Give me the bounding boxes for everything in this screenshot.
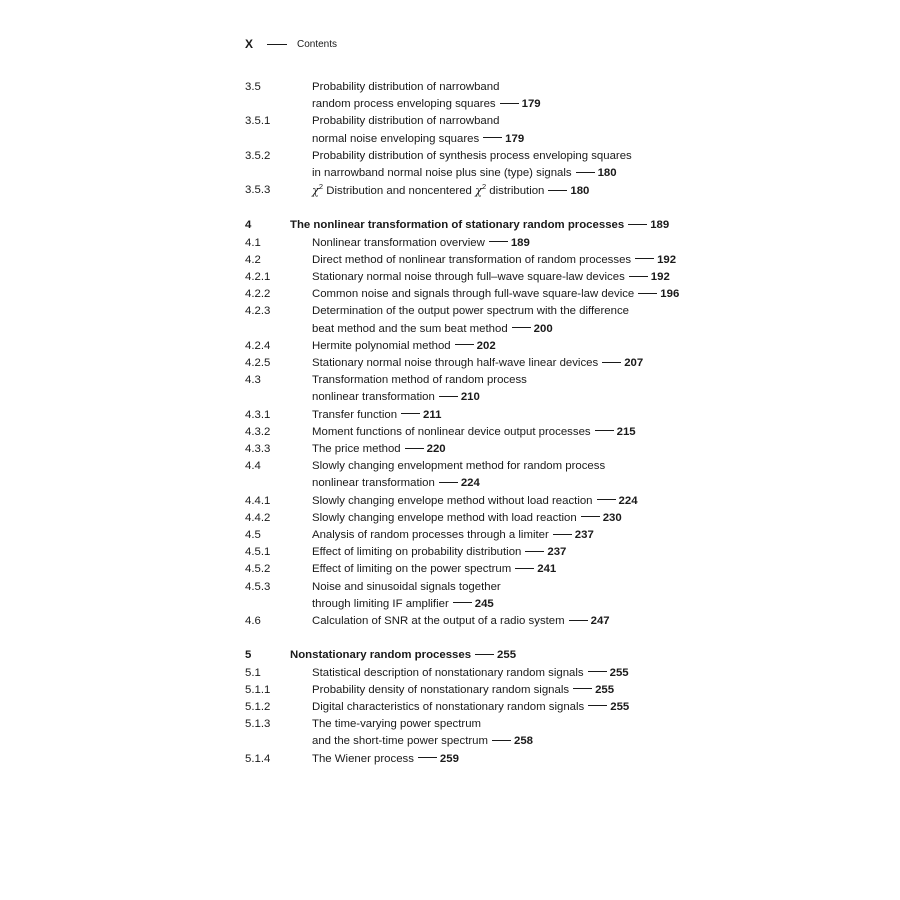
header-dash <box>267 44 287 45</box>
toc-chapter-5[interactable] <box>245 647 865 664</box>
section-title: Statistical description of nonstationary random signals <box>312 666 584 679</box>
section-number: 4.3.2 <box>245 425 271 438</box>
section-number: 3.5 <box>245 81 261 93</box>
section-title-part: Distribution and noncentered <box>323 185 476 198</box>
section-title: Nonlinear transformation overview <box>312 236 485 249</box>
toc-entry-5-1[interactable] <box>245 665 865 682</box>
page-number: 211 <box>423 408 442 421</box>
page-number: 192 <box>657 253 677 266</box>
toc-entry-5-1-4[interactable] <box>245 751 865 768</box>
running-header <box>245 36 337 52</box>
toc-entry-4-2-4[interactable] <box>245 338 865 355</box>
page-number: 230 <box>602 511 622 524</box>
section-title-line-2: normal noise enveloping squares <box>312 132 480 145</box>
page-number: 215 <box>616 425 636 438</box>
section-title: Hermite polynomial method <box>312 339 451 352</box>
page-number: 255 <box>610 700 630 713</box>
leader-dash <box>455 344 474 345</box>
leader-dash <box>548 190 567 191</box>
page-number: 179 <box>505 132 525 145</box>
section-title-line-2: beat method and the sum beat method <box>312 322 508 335</box>
page-number: 224 <box>618 494 638 507</box>
toc-entry-5-1-1[interactable] <box>245 682 865 699</box>
toc-entry-4-3-1[interactable] <box>245 407 865 424</box>
leader-dash <box>439 396 458 397</box>
section-title-line-1: Determination of the output power spectrum with the difference <box>312 305 630 318</box>
page-number: 210 <box>460 391 480 404</box>
section-number: 4.6 <box>245 615 261 628</box>
leader-dash <box>597 499 616 500</box>
section-title-line-1: Probability distribution of narrowband <box>312 81 500 93</box>
section-title: Digital characteristics of nonstationary random signals <box>312 700 585 713</box>
section-number: 4.5.3 <box>245 580 271 593</box>
section-number: 4.4.1 <box>245 494 271 507</box>
leader-dash <box>405 448 424 449</box>
toc-entry-4-5-3[interactable] <box>245 579 865 613</box>
leader-dash <box>576 172 595 173</box>
leader-dash <box>628 224 647 225</box>
section-title: Common noise and signals through full-wave square-law device <box>312 288 635 301</box>
leader-dash <box>515 568 534 569</box>
section-number: 4.2.1 <box>245 271 271 284</box>
section-title-line-2: random process enveloping squares <box>312 98 496 111</box>
page-number: 255 <box>609 666 629 679</box>
leader-dash <box>439 482 458 483</box>
toc-entry-4-4[interactable] <box>245 458 865 492</box>
section-title-line-2: through limiting IF amplifier <box>312 597 449 610</box>
section-number: 4.2.3 <box>245 305 271 318</box>
leader-dash <box>581 516 600 517</box>
section-title-part: distribution <box>486 185 545 198</box>
page-number: 189 <box>510 236 530 249</box>
page-number: 245 <box>474 597 494 610</box>
section-title: Effect of limiting on the power spectrum <box>312 563 512 576</box>
section-number: 3.5.2 <box>245 149 271 162</box>
section-title-line-2: and the short-time power spectrum <box>312 735 488 748</box>
toc-entry-4-2-3[interactable] <box>245 303 865 337</box>
page-number: 189 <box>650 219 670 232</box>
toc-entry-4-2-1[interactable] <box>245 269 865 286</box>
leader-dash <box>638 293 657 294</box>
superscript: 2 <box>481 182 487 192</box>
section-number: 4.4.2 <box>245 511 271 524</box>
section-number: 5.1.2 <box>245 700 271 713</box>
section-number: 5.1.3 <box>245 718 271 731</box>
section-title: Analysis of random processes through a limiter <box>312 529 549 542</box>
page-number: 180 <box>597 167 617 180</box>
section-number: 4.2 <box>245 253 261 266</box>
page-number: 180 <box>570 185 590 198</box>
section-number: 4.5.1 <box>245 546 271 559</box>
leader-dash <box>588 705 607 706</box>
leader-dash <box>475 654 494 655</box>
page-number: 237 <box>547 546 567 559</box>
section-number: 4.3.1 <box>245 408 271 421</box>
section-title-line-1: Probability distribution of narrowband <box>312 115 500 128</box>
section-title: The price method <box>312 443 401 456</box>
chapter-number: 4 <box>245 219 252 232</box>
page-number: 258 <box>514 735 534 748</box>
section-number: 4.4 <box>245 460 261 473</box>
chapter-number: 5 <box>245 649 252 662</box>
page-number-roman: X <box>245 37 254 51</box>
page-number: 192 <box>650 271 670 284</box>
toc-entry-4-5-2[interactable] <box>245 561 865 578</box>
chapter-title: The nonlinear transformation of stationary random processes <box>290 219 625 232</box>
section-title: Effect of limiting on probability distribution <box>312 546 522 559</box>
leader-dash <box>512 327 531 328</box>
section-title: Transfer function <box>312 408 398 421</box>
running-title: Contents <box>297 38 338 50</box>
section-title: Moment functions of nonlinear device output processes <box>312 425 591 438</box>
section-title: Stationary normal noise through full–wave square-law devices <box>312 271 625 284</box>
section-title: The Wiener process <box>312 752 414 765</box>
toc-entry-3-5-3[interactable] <box>245 182 865 200</box>
leader-dash <box>573 688 592 689</box>
table-of-contents <box>245 79 865 768</box>
chi-symbol: χ <box>312 183 319 198</box>
leader-dash <box>492 740 511 741</box>
leader-dash <box>489 241 508 242</box>
page-number: 241 <box>537 563 557 576</box>
leader-dash <box>500 103 519 104</box>
section-number: 4.2.2 <box>245 288 271 301</box>
section-title-line-1: Probability distribution of synthesis process enveloping squares <box>312 149 632 162</box>
toc-entry-5-1-3[interactable] <box>245 716 865 750</box>
page-number: 247 <box>590 615 610 628</box>
toc-entry-4-4-1[interactable] <box>245 493 865 510</box>
page-number: 196 <box>660 288 680 301</box>
section-title-line-1: Transformation method of random process <box>312 374 527 387</box>
section-title: Stationary normal noise through half-wave linear devices <box>312 357 599 370</box>
page-number: 207 <box>624 357 644 370</box>
toc-chapter-4[interactable] <box>245 217 865 234</box>
toc-entry-4-2[interactable] <box>245 252 865 269</box>
leader-dash <box>418 757 437 758</box>
section-title: Slowly changing envelope method without load reaction <box>312 494 593 507</box>
page-number: 202 <box>476 339 496 352</box>
section-number: 4.1 <box>245 236 261 249</box>
section-number: 3.5.3 <box>245 184 271 197</box>
section-title: Calculation of SNR at the output of a radio system <box>312 615 565 628</box>
toc-entry-3-5-1[interactable] <box>245 113 865 147</box>
toc-entry-4-3-3[interactable] <box>245 441 865 458</box>
toc-entry-4-4-2[interactable] <box>245 510 865 527</box>
leader-dash <box>553 534 572 535</box>
toc-entry-4-5[interactable] <box>245 527 865 544</box>
section-title-line-1: Slowly changing envelopment method for random process <box>312 460 606 473</box>
section-number: 5.1.1 <box>245 683 271 696</box>
section-title-line-1: Noise and sinusoidal signals together <box>312 580 501 593</box>
toc-entry-5-1-2[interactable] <box>245 699 865 716</box>
toc-entry-4-6[interactable] <box>245 613 865 630</box>
section-title-line-1: The time-varying power spectrum <box>312 718 482 731</box>
chapter-title: Nonstationary random processes <box>290 649 472 662</box>
chi-symbol: χ <box>475 183 482 198</box>
page-number: 224 <box>460 477 480 490</box>
leader-dash <box>401 413 420 414</box>
section-title: Probability density of nonstationary random signals <box>312 683 570 696</box>
toc-entry-4-5-1[interactable] <box>245 544 865 561</box>
page-number: 255 <box>497 649 517 662</box>
page-number: 220 <box>426 443 446 456</box>
page-number: 179 <box>521 98 541 111</box>
section-title: Direct method of nonlinear transformation of random processes <box>312 253 632 266</box>
page-number: 200 <box>533 322 553 335</box>
leader-dash <box>629 276 648 277</box>
section-number: 4.3.3 <box>245 443 271 456</box>
section-number: 4.2.5 <box>245 357 271 370</box>
page-number: 237 <box>574 529 594 542</box>
section-title: Slowly changing envelope method with load reaction <box>312 511 577 524</box>
section-number: 4.5.2 <box>245 563 271 576</box>
toc-entry-3-5[interactable] <box>245 79 865 113</box>
section-title-line-2: nonlinear transformation <box>312 391 435 404</box>
leader-dash <box>525 551 544 552</box>
page-number: 259 <box>439 752 459 765</box>
page-number: 255 <box>595 683 615 696</box>
section-number: 5.1 <box>245 666 261 679</box>
leader-dash <box>453 602 472 603</box>
leader-dash <box>569 620 588 621</box>
toc-entry-3-5-2[interactable] <box>245 148 865 182</box>
leader-dash <box>602 362 621 363</box>
section-number: 3.5.1 <box>245 115 271 128</box>
section-title-line-2: nonlinear transformation <box>312 477 435 490</box>
leader-dash <box>635 258 654 259</box>
section-number: 5.1.4 <box>245 752 271 765</box>
superscript: 2 <box>318 182 324 192</box>
toc-entry-4-3-2[interactable] <box>245 424 865 441</box>
leader-dash <box>483 137 502 138</box>
toc-entry-4-3[interactable] <box>245 372 865 406</box>
section-number: 4.2.4 <box>245 339 271 352</box>
section-number: 4.5 <box>245 529 261 542</box>
leader-dash <box>588 671 607 672</box>
leader-dash <box>595 430 614 431</box>
toc-entry-4-1[interactable] <box>245 235 865 252</box>
toc-entry-4-2-2[interactable] <box>245 286 865 303</box>
toc-entry-4-2-5[interactable] <box>245 355 865 372</box>
section-title-line-2: in narrowband normal noise plus sine (type) signals <box>312 167 572 180</box>
section-number: 4.3 <box>245 374 261 387</box>
